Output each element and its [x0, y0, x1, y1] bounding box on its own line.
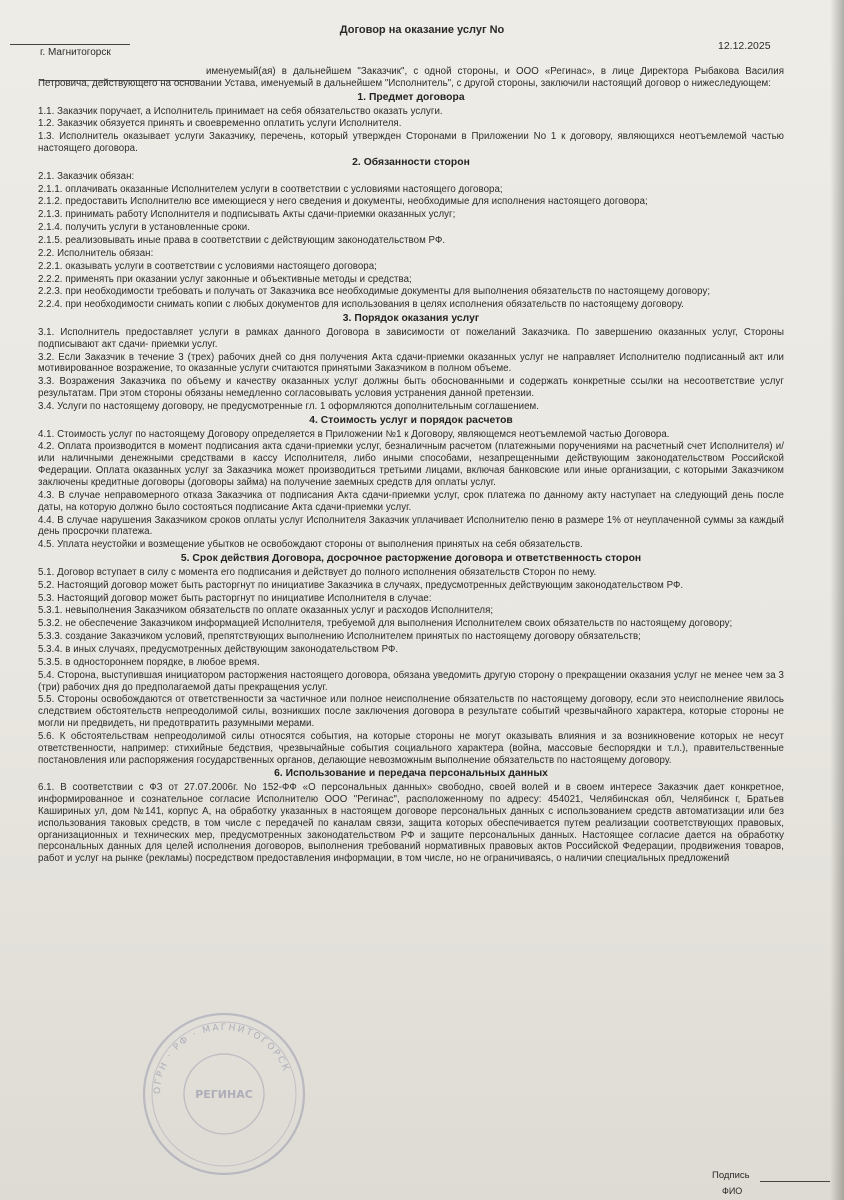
clause: 4.4. В случае нарушения Заказчиком сроков оплаты услуг Исполнителя Заказчик уплачивает Исполнителю пеню в размере 1% от неуплаченной суммы за каждый день просрочки платежа.: [38, 514, 784, 538]
clause: 2.1.2. предоставить Исполнителю все имеющиеся у него сведения и документы, необходимые для исполнения настоящего договора;: [38, 196, 648, 208]
clause: 5.3.2. не обеспечение Заказчиком информацией Исполнителя, требуемой для выполнения Исполнителем своих обязательств по настоящему договору;: [38, 618, 733, 630]
clause: 2.2. Исполнитель обязан:: [38, 247, 154, 259]
preamble: именуемый(ая) в дальнейшем "Заказчик", с одной стороны, и ООО «Регинас», в лице Директора Рыбакова Василия Петровича, действующего на основании Устава, именуемый в дальнейшем "Исполнитель", с другой стороны, заключили настоящий договор о нижеследующем:: [38, 66, 784, 89]
signature-line: [760, 1181, 830, 1182]
clause: 3.4. Услуги по настоящему договору, не предусмотренные гл. 1 оформляются дополнительным соглашением.: [38, 400, 540, 412]
clause: 3.2. Если Заказчик в течение 3 (трех) рабочих дней со дня получения Акта сдачи-приемки оказанных услуг не направляет Исполнителю подписанный акт или мотивированное возражение, то оказанные услуги считаются принятыми Заказчиком в полном объеме.: [38, 351, 784, 375]
clause: 1.3. Исполнитель оказывает услуги Заказчику, перечень, который утвержден Сторонами в Приложении No 1 к договору, являющихся неотъемлемой частью настоящего договора.: [38, 131, 784, 155]
svg-text:ОГРН · РФ · МАГНИТОГОРСК: [153, 1023, 291, 1094]
clause: 5.6. К обстоятельствам непреодолимой силы относятся события, на которые стороны не могут оказывать влияния и за возникновение которых не несут ответственности, например: стихийные бедствия, чрезвычайные события социального характера (война, массовые беспорядки и т.л.), правительственные постановления или распоряжения государственных органов, делающие невозможным выполнение обязательств по настоящему договору.: [38, 730, 784, 766]
clause: 2.2.3. при необходимости требовать и получать от Заказчика все необходимые документы для выполнения обязательств по настоящему договору;: [38, 286, 711, 298]
clause: 4.3. В случае неправомерного отказа Заказчика от подписания Акта сдачи-приемки услуг, срок платежа по данному акту наступает на следующий день после даты, на которую должно было состояться подписание Акта сдачи-приемки услуг.: [38, 489, 784, 513]
clause: 2.1.1. оплачивать оказанные Исполнителем услуги в соответствии с условиями настоящего договора;: [38, 183, 503, 195]
clause: 1.1. Заказчик поручает, а Исполнитель принимает на себя обязательство оказать услуги.: [38, 105, 443, 117]
seal-ring-text: ОГРН · РФ · МАГНИТОГОРСК: [152, 1022, 292, 1095]
clause: 2.1.3. принимать работу Исполнителя и подписывать Акты сдачи-приемки оказанных услуг;: [38, 209, 456, 221]
clause: 3.1. Исполнитель предоставляет услуги в рамках данного Договора в зависимости от пожеланий Заказчика. По завершению оказанных услуг, Стороны подписывают акт сдачи- приемки услуг.: [38, 326, 784, 350]
section-2-title: 2. Обязанности сторон: [352, 156, 470, 168]
clause: 2.1.4. получить услуги в установленные сроки.: [38, 222, 250, 234]
fio-label: ФИО: [722, 1186, 743, 1196]
clause: 2.2.1. оказывать услуги в соответствии с условиями настоящего договора;: [38, 260, 377, 272]
clause: 5.2. Настоящий договор может быть расторгнут по инициативе Заказчика в случаях, предусмотренных действующим законодательством РФ.: [38, 579, 684, 591]
clause: 3.3. Возражения Заказчика по объему и качеству оказанных услуг должны быть обоснованными и содержать конкретные ссылки на несоответствие услуг результатам. При этом стороны обязаны немедленно согласовывать условия устранения данной претензии.: [38, 376, 784, 400]
seal-center-text: РЕГИНАС: [195, 1088, 253, 1101]
signature-label: Подпись: [712, 1170, 750, 1181]
section-3-title: 3. Порядок оказания услуг: [342, 313, 480, 325]
clause: 2.1. Заказчик обязан:: [38, 170, 135, 182]
page-shadow: [830, 0, 844, 1200]
company-seal-icon: [140, 1010, 308, 1178]
clause: 5.5. Стороны освобождаются от ответственности за частичное или полное неисполнение обязательств по настоящему договору, если это неисполнение явилось следствием обстоятельств непреодолимой силы, возникших после заключения договора в результате событий чрезвычайного характера, которые стороны не могли ни предвидеть, ни предотвратить разумными мерами.: [38, 694, 784, 730]
section-5-title: 5. Срок действия Договора, досрочное расторжение договора и ответственность сторон: [180, 553, 642, 565]
clause: 5.3.4. в иных случаях, предусмотренных действующим законодательством РФ.: [38, 643, 399, 655]
clause: 4.2. Оплата производится в момент подписания акта сдачи-приемки услуг, безналичным расчетом (платежными поручениями на расчетный счет Исполнителя) и/ или наличными денежными средствами в кассу Исполнителя, либо иными способами, незапрещенными действующим законодательством Российской Федерации. Оплата оказанных услуг за Заказчика может производиться третьими лицами, включая банковские или иные организации, с которыми Заказчиком заключены кредитные договоры (договоры займа) на получение заемных средств для оплаты услуг.: [38, 441, 784, 488]
document-title: Договор на оказание услуг No: [339, 24, 505, 36]
clause: 5.3.1. невыполнения Заказчиком обязательств по оплате оказанных услуг и расходов Исполнителя;: [38, 605, 494, 617]
clause: 1.2. Заказчик обязуется принять и своевременно оплатить услуги Исполнителя.: [38, 118, 402, 130]
city-underline: [10, 44, 130, 45]
contract-body: [38, 66, 784, 866]
section-4-title: 4. Стоимость услуг и порядок расчетов: [309, 414, 513, 426]
document-city: г. Магнитогорск: [40, 47, 111, 58]
clause: 5.3. Настоящий договор может быть расторгнут по инициативе Исполнителя в случае:: [38, 592, 432, 604]
clause: 2.2.4. при необходимости снимать копии с любых документов для использования в целях исполнения обязательств по настоящему договору.: [38, 299, 684, 311]
clause: 5.3.3. создание Заказчиком условий, препятствующих выполнению Исполнителем принятых по настоящему договору обязательств;: [38, 631, 641, 643]
clause: 2.2.2. применять при оказании услуг законные и объективные методы и средства;: [38, 273, 412, 285]
clause: 5.4. Сторона, выступившая инициатором расторжения настоящего договора, обязана уведомить другую сторону о прекращении оказания услуг не менее чем за 3 (три) рабочих дня до предполагаемой даты прекращения услуг.: [38, 669, 784, 693]
section-6-title: 6. Использование и передача персональных данных: [274, 768, 548, 780]
clause: 5.1. Договор вступает в силу с момента его подписания и действует до полного исполнения обязательств Сторон по нему.: [38, 566, 597, 578]
clause: 4.5. Уплата неустойки и возмещение убытков не освобождают стороны от выполнения принятых на себя обязательств.: [38, 539, 583, 551]
clause: 5.3.5. в одностороннем порядке, в любое время.: [38, 656, 260, 668]
clause: 6.1. В соответствии с ФЗ от 27.07.2006г. No 152-ФФ «О персональных данных» свободно, своей волей и в своем интересе Заказчик дает конкретное, информированное и сознательное согласие Исполнителю ООО "Регинас", расположенному по адресу: 454021, Челябинская обл, Челябинск г, Братьев Кашириных ул, дом №141, корпус А, на обработку указанных в настоящем договоре персональных данных с использованием средств автоматизации или без использования таковых средств, в том числе с передачей по каналам связи, защита которых обеспечивается путем реализации соответствующих правовых, организационных и технических мер, предусмотренных законодательством РФ и защите персональных данных. Настоящее согласие дается на обработку персональных данных для целей исполнения договоров, выполнения требований нормативных правовых актов Российской Федерации, продвижения товаров, работ и услуг на рынке (рекламы) посредством предоставления информации, в том числе, но не ограничиваясь, о наличии специальных предложений: [38, 782, 784, 865]
section-1-title: 1. Предмет договора: [357, 91, 465, 103]
clause: 2.1.5. реализовывать иные права в соответствии с действующим законодательством РФ.: [38, 234, 446, 246]
clause: 4.1. Стоимость услуг по настоящему Договору определяется в Приложении №1 к Договору, являющемся неотъемлемой частью Договора.: [38, 428, 670, 440]
document-date: 12.12.2025: [718, 40, 771, 52]
